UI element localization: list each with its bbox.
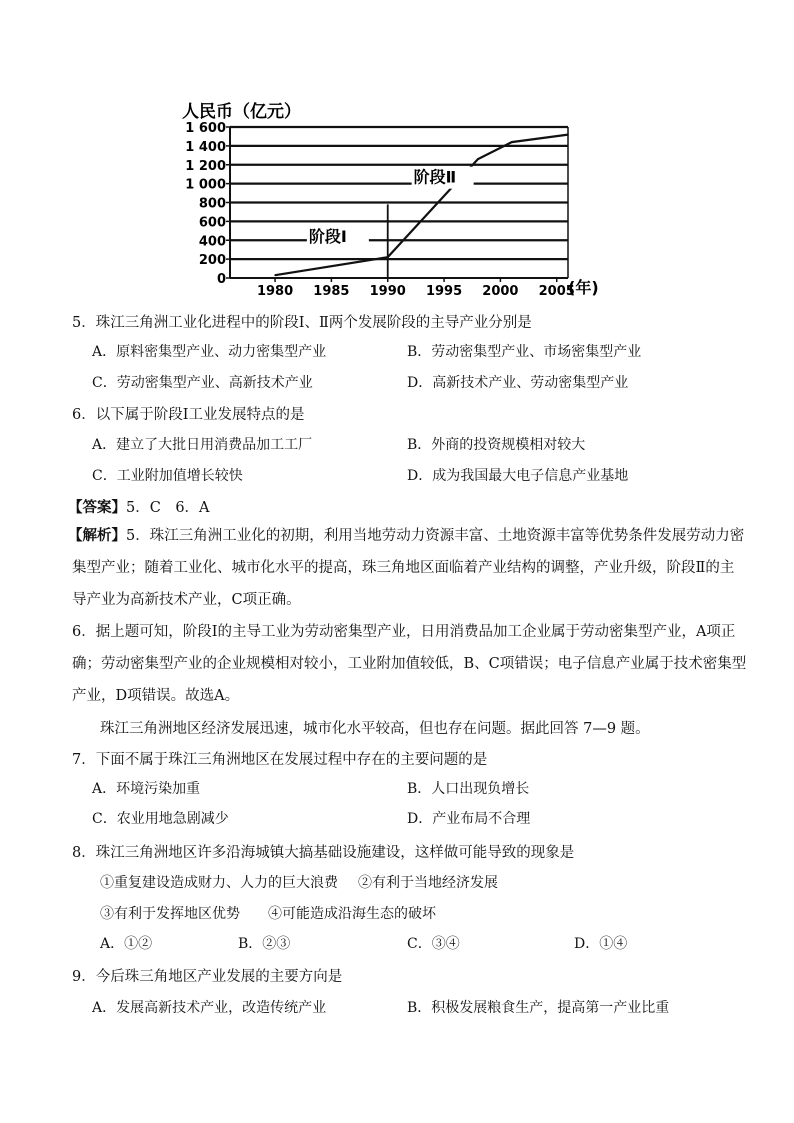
stage-annotations	[307, 167, 474, 248]
question-8-statement-2: ②有利于当地经济发展	[358, 875, 498, 891]
question-8-option-d: D．①④	[574, 936, 628, 952]
y-axis-label: 人民币（亿元）	[182, 102, 301, 122]
question-7-option-d: D．产业布局不合理	[407, 811, 531, 827]
analysis-5-line-3: 导产业为高新技术产业，C项正确。	[72, 592, 301, 608]
y-tick-label-1200: 1 200	[185, 158, 226, 174]
question-5-option-c: C．劳动密集型产业、高新技术产业	[92, 375, 313, 391]
y-tick-label-1400: 1 400	[185, 139, 226, 155]
x-tick-label-2005: 2005	[538, 284, 575, 299]
question-7-option-a: A．环境污染加重	[92, 781, 201, 797]
stage-label-2: 阶段Ⅱ	[413, 167, 457, 187]
stage-label-1: 阶段Ⅰ	[308, 227, 347, 247]
output-series	[274, 134, 569, 278]
y-tick-label-600: 600	[198, 215, 226, 231]
x-tick-label-1985: 1985	[313, 284, 350, 299]
question-6-stem: 6．以下属于阶段Ⅰ工业发展特点的是	[72, 407, 305, 423]
analysis-label: 【解析】	[68, 528, 126, 544]
question-8-option-c: C．③④	[407, 936, 460, 952]
analysis-5-line-1	[68, 521, 744, 551]
x-tick-label-2000: 2000	[482, 284, 519, 299]
question-6-option-b: B．外商的投资规模相对较大	[407, 437, 586, 453]
industrial-output-chart	[0, 0, 794, 300]
output-point-4	[567, 134, 569, 136]
x-tick-label-1990: 1990	[369, 284, 406, 299]
grid-lines	[230, 127, 568, 259]
question-5-stem: 5．珠江三角洲工业化进程中的阶段Ⅰ、Ⅱ两个发展阶段的主导产业分别是	[72, 315, 532, 331]
question-9-stem: 9．今后珠三角地区产业发展的主要方向是	[72, 969, 343, 985]
section-intro: 珠江三角洲地区经济发展迅速，城市化水平较高，但也存在问题。据此回答 7—9 题。	[100, 721, 650, 737]
tick-labels	[185, 121, 575, 299]
answer-line	[68, 496, 210, 517]
y-tick-label-400: 400	[198, 234, 226, 250]
y-tick-label-200: 200	[198, 253, 226, 269]
analysis-6-line-1: 6．据上题可知，阶段Ⅰ的主导工业为劳动密集型产业，日用消费品加工企业属于劳动密集型产业，A项正	[72, 624, 736, 640]
question-7-stem: 7．下面不属于珠江三角洲地区在发展过程中存在的主要问题的是	[72, 752, 488, 768]
answer-label: 【答案】	[68, 500, 126, 516]
analysis-6-line-3: 产业，D项错误。故选A。	[72, 688, 240, 704]
x-axis-label: (年)	[568, 278, 599, 297]
question-8-option-a: A．①②	[100, 936, 153, 952]
y-tick-label-800: 800	[198, 196, 226, 212]
question-5-option-a: A．原料密集型产业、动力密集型产业	[92, 344, 327, 360]
analysis-6-line-2: 确；劳动密集型产业的企业规模相对较小，工业附加值较低，B、C项错误；电子信息产业属于技术密集型	[72, 656, 747, 672]
question-7-option-b: B．人口出现负增长	[407, 781, 530, 797]
y-tick-label-1000: 1 000	[185, 177, 226, 193]
question-7-option-c: C．农业用地急剧减少	[92, 811, 229, 827]
analysis-5-text-1: 5．珠江三角洲工业化的初期，利用当地劳动力资源丰富、土地资源丰富等优势条件发展劳动力密	[126, 528, 745, 544]
x-tick-label-1980: 1980	[256, 284, 294, 299]
question-8-statement-1: ①重复建设造成财力、人力的巨大浪费	[100, 875, 338, 891]
answer-text: 5．C 6．A	[126, 500, 210, 516]
question-5-option-b: B．劳动密集型产业、市场密集型产业	[407, 344, 642, 360]
question-6-option-a: A．建立了大批日用消费品加工工厂	[92, 437, 313, 453]
question-9-option-a: A．发展高新技术产业，改造传统产业	[92, 1000, 327, 1016]
output-point-3	[511, 141, 513, 143]
output-line	[275, 135, 568, 276]
question-6-option-c: C．工业附加值增长较快	[92, 468, 243, 484]
y-tick-label-0: 0	[216, 272, 226, 287]
question-8-statement-4: ④可能造成沿海生态的破坏	[268, 906, 436, 922]
question-6-option-d: D．成为我国最大电子信息产业基地	[407, 468, 629, 484]
y-tick-label-1600: 1 600	[185, 121, 226, 136]
analysis-5-line-2: 集型产业；随着工业化、城市化水平的提高，珠三角地区面临着产业结构的调整，产业升级，阶段Ⅱ的主	[72, 560, 735, 576]
question-9-option-b: B．积极发展粮食生产，提高第一产业比重	[407, 1000, 670, 1016]
output-point-2	[477, 158, 479, 160]
x-tick-label-1995: 1995	[425, 284, 463, 299]
output-point-0	[274, 274, 276, 276]
question-5-option-d: D．高新技术产业、劳动密集型产业	[407, 375, 629, 391]
question-8-option-b: B．②③	[238, 936, 291, 952]
question-8-statement-3: ③有利于发挥地区优势	[100, 906, 240, 922]
question-8-stem: 8．珠江三角洲地区许多沿海城镇大搞基础设施建设，这样做可能导致的现象是	[72, 845, 575, 861]
